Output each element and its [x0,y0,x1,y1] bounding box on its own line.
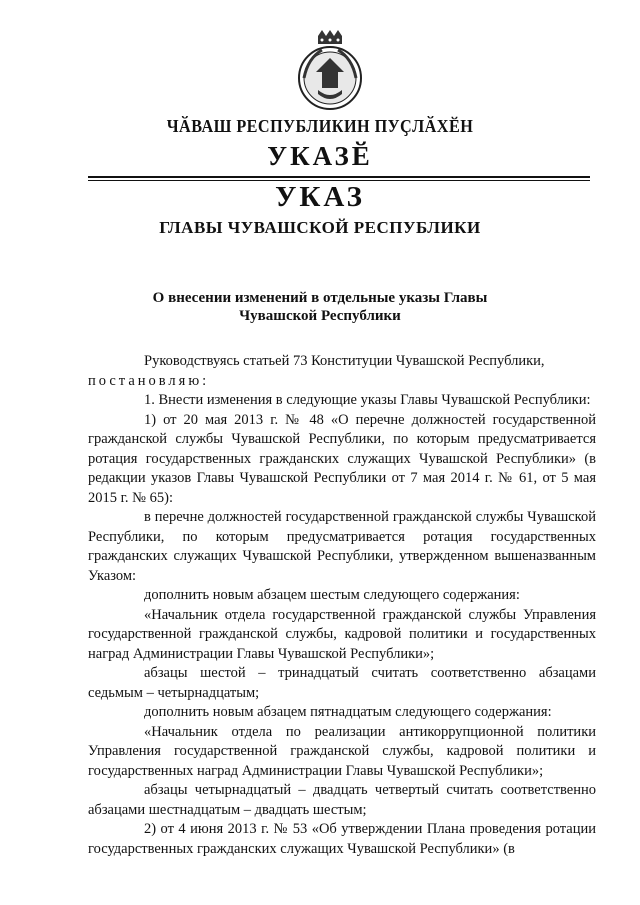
paragraph-renumber-2: абзацы четырнадцатый – двадцать четвертый считать соответственно абзацами шестнадцатым – двадцать шестым; [88,782,596,818]
paragraph-quote-2: «Начальник отдела по реализации антикоррупционной политики Управления государственной гражданской службы, кадровой политики и государственных наград Администрации Главы Чувашской Республики»; [88,723,596,779]
paragraph-list-intro: в перечне должностей государственной гражданской службы Чувашской Республики, по которым предусматривается ротация государственных гражданских служащих Чувашской Республики, утвержденном вышеназванным Указом: [88,509,596,584]
chuvash-ukaze-title: УКАЗӖ [267,141,373,171]
paragraph-subitem-1: 1) от 20 мая 2013 г. № 48 «О перечне должностей государственной гражданской службы Чувашской Республики, по которым предусматривается ротация государственных гражданских служащих Чувашской Республики» (в редакции указов Главы Чувашской Республики от 7 мая 2014 г. № 61, от 5 мая 2015 г. № 65): [88,411,596,506]
coat-of-arms-emblem [288,28,372,112]
paragraph-item-1: 1. Внести изменения в следующие указы Главы Чувашской Республики: [144,392,591,408]
decree-title-line1: О внесении изменений в отдельные указы Главы [152,290,488,306]
paragraph-subitem-2: 2) от 4 июня 2013 г. № 53 «Об утверждении Плана проведения ротации государственных гражданских служащих Чувашской Республики» (в [88,821,596,857]
paragraph-preamble: Руководствуясь статьей 73 Конституции Чувашской Республики, [144,353,545,369]
paragraph-add-6: дополнить новым абзацем шестым следующего содержания: [144,587,520,603]
paragraph-renumber-1: абзацы шестой – тринадцатый считать соответственно абзацами седьмым – четырнадцатым; [88,665,596,701]
decree-body [88,352,596,859]
paragraph-quote-1: «Начальник отдела государственной гражданской службы Управления государственной гражданской службы, кадровой политики и государственных наград Администрации Главы Чувашской Республики»; [88,606,596,662]
paragraph-add-15: дополнить новым абзацем пятнадцатым следующего содержания: [144,704,552,720]
chuvash-header: ЧӐВАШ РЕСПУБЛИКИН ПУҪЛӐХӖН [166,116,474,136]
russian-ukaz-title: УКАЗ [275,181,365,213]
emblem-icon [288,28,372,112]
decree-title-line2: Чувашской Республики [239,308,401,324]
russian-ukaz-subtitle: ГЛАВЫ ЧУВАШСКОЙ РЕСПУБЛИКИ [159,218,481,237]
paragraph-resolve: постановляю: [88,372,210,389]
decree-title [120,289,520,325]
header-divider [88,176,590,178]
